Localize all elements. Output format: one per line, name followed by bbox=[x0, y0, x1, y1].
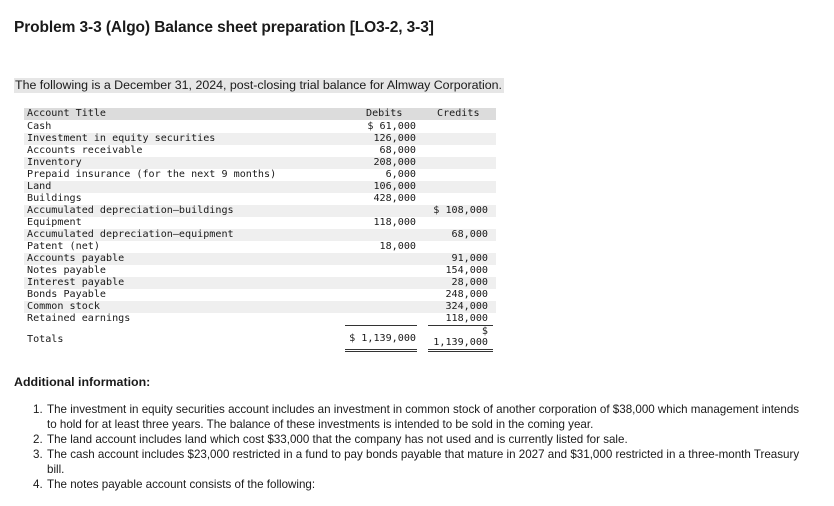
table-header-row bbox=[24, 108, 496, 120]
account-title-cell: Accounts receivable bbox=[27, 145, 143, 156]
debit-cell: 6,000 bbox=[385, 169, 416, 180]
account-title-cell: Accounts payable bbox=[27, 253, 125, 264]
header-credits: Credits bbox=[437, 108, 480, 119]
totals-label: Totals bbox=[27, 334, 64, 345]
debit-cell: 106,000 bbox=[373, 181, 416, 192]
trial-balance-table bbox=[24, 108, 496, 350]
account-title-cell: Retained earnings bbox=[27, 313, 131, 324]
totals-row bbox=[24, 326, 496, 350]
list-item-number: 3. bbox=[33, 448, 43, 461]
table-row bbox=[24, 313, 496, 325]
credit-cell: $ 108,000 bbox=[433, 205, 488, 216]
account-title-cell: Accumulated depreciation—equipment bbox=[27, 229, 234, 240]
credit-cell: 68,000 bbox=[451, 229, 488, 240]
table-row bbox=[24, 265, 496, 277]
account-title-cell: Investment in equity securities bbox=[27, 133, 216, 144]
list-item bbox=[33, 477, 807, 492]
debit-cell: 428,000 bbox=[373, 193, 416, 204]
credit-cell: 91,000 bbox=[451, 253, 488, 264]
credit-cell: 248,000 bbox=[445, 289, 488, 300]
table-row bbox=[24, 229, 496, 241]
table-row bbox=[24, 241, 496, 253]
account-title-cell: Interest payable bbox=[27, 277, 125, 288]
table-body bbox=[24, 121, 496, 325]
list-item-text: The investment in equity securities account includes an investment in common stock of another corporation of $38,000 which management intends to hold for at least three years. The balance of these investments is intended to be sold in the coming year. bbox=[47, 403, 800, 431]
header-account-title: Account Title bbox=[27, 108, 107, 119]
table-row bbox=[24, 277, 496, 289]
table-row bbox=[24, 145, 496, 157]
list-item-number: 2. bbox=[33, 433, 43, 446]
list-item-text: The notes payable account consists of the following: bbox=[47, 478, 316, 491]
account-title-cell: Cash bbox=[27, 121, 52, 132]
list-item-text: The cash account includes $23,000 restricted in a fund to pay bonds payable that mature in 2027 and $31,000 restricted in a three-month Treasury bill. bbox=[47, 448, 800, 476]
additional-info-list bbox=[33, 402, 807, 492]
credit-cell: 324,000 bbox=[445, 301, 488, 312]
table-row bbox=[24, 121, 496, 133]
header-debits: Debits bbox=[366, 108, 403, 119]
debit-cell: $ 61,000 bbox=[367, 121, 416, 132]
account-title-cell: Equipment bbox=[27, 217, 82, 228]
intro-text: The following is a December 31, 2024, post-closing trial balance for Almway Corporation. bbox=[15, 78, 502, 92]
debit-cell: 18,000 bbox=[379, 241, 416, 252]
total-debits: $ 1,139,000 bbox=[349, 333, 416, 344]
table-row bbox=[24, 181, 496, 193]
list-item-number: 4. bbox=[33, 478, 43, 491]
total-credits-symbol: $ bbox=[481, 326, 488, 337]
debit-double-rule bbox=[345, 349, 417, 352]
account-title-cell: Buildings bbox=[27, 193, 82, 204]
table-row bbox=[24, 217, 496, 229]
account-title-cell: Inventory bbox=[27, 157, 82, 168]
credit-cell: 118,000 bbox=[445, 313, 488, 324]
table-row bbox=[24, 289, 496, 301]
table-row bbox=[24, 193, 496, 205]
debit-cell: 126,000 bbox=[373, 133, 416, 144]
account-title-cell: Land bbox=[27, 181, 52, 192]
credit-double-rule bbox=[428, 349, 493, 352]
total-credits bbox=[433, 326, 488, 348]
page-title: Problem 3-3 (Algo) Balance sheet preparation [LO3-2, 3-3] bbox=[14, 19, 434, 36]
credit-cell: 28,000 bbox=[451, 277, 488, 288]
table-row bbox=[24, 169, 496, 181]
list-item bbox=[33, 432, 807, 447]
debit-cell: 118,000 bbox=[373, 217, 416, 228]
list-item bbox=[33, 447, 807, 477]
account-title-cell: Notes payable bbox=[27, 265, 107, 276]
account-title-cell: Bonds Payable bbox=[27, 289, 107, 300]
account-title-cell: Prepaid insurance (for the next 9 months) bbox=[27, 169, 277, 180]
account-title-cell: Accumulated depreciation—buildings bbox=[27, 205, 234, 216]
list-item-text: The land account includes land which cost $33,000 that the company has not used and is currently listed for sale. bbox=[47, 433, 628, 446]
table-row bbox=[24, 253, 496, 265]
list-item-number: 1. bbox=[33, 403, 43, 416]
table-row bbox=[24, 133, 496, 145]
debit-cell: 68,000 bbox=[379, 145, 416, 156]
list-item bbox=[33, 402, 807, 432]
additional-info-heading: Additional information: bbox=[14, 375, 151, 389]
credit-cell: 154,000 bbox=[445, 265, 488, 276]
table-row bbox=[24, 301, 496, 313]
debit-cell: 208,000 bbox=[373, 157, 416, 168]
total-credits-value: 1,139,000 bbox=[433, 337, 488, 348]
account-title-cell: Common stock bbox=[27, 301, 100, 312]
debit-total-rule bbox=[345, 325, 417, 326]
table-row bbox=[24, 205, 496, 217]
account-title-cell: Patent (net) bbox=[27, 241, 100, 252]
table-row bbox=[24, 157, 496, 169]
